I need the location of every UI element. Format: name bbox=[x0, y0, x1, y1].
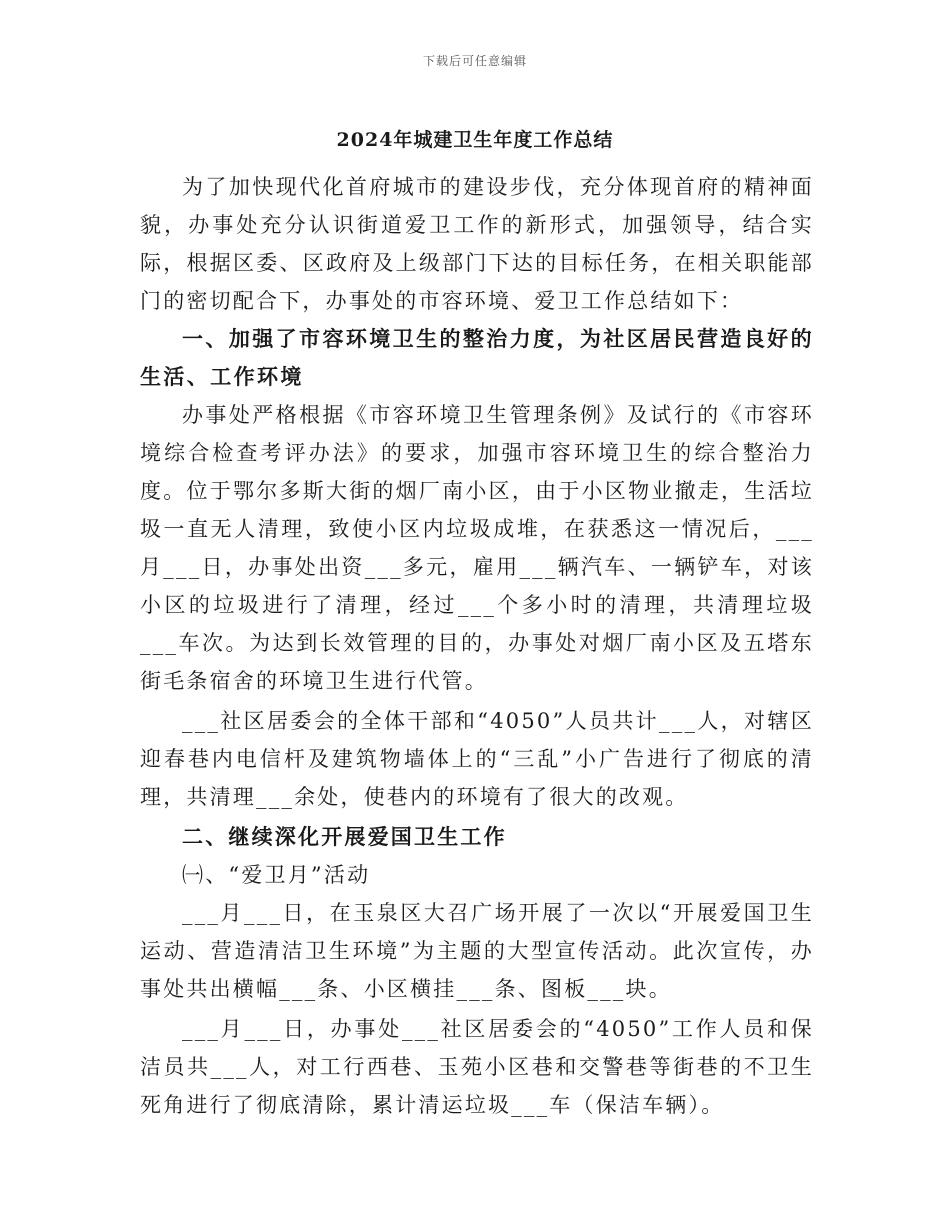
body-paragraph: ___月___日，办事处___社区居委会的“4050”工作人员和保洁员共___人，对工行西巷、玉苑小区巷和交警巷等街巷的不卫生死角进行了彻底清除，累计清运垃圾___车（保洁车辆）。 bbox=[140, 1017, 814, 1117]
document-title: 2024年城建卫生年度工作总结 bbox=[336, 129, 614, 151]
section-heading-2: 二、继续深化开展爱国卫生工作 bbox=[182, 824, 507, 849]
section-heading-1: 一、加强了市容环境卫生的整治力度，为社区居民营造良好的生活、工作环境 bbox=[140, 326, 814, 389]
body-paragraph: ___社区居委会的全体干部和“4050”人员共计___人，对辖区迎春巷内电信杆及建筑物墙体上的“三乱”小广告进行了彻底的清理，共清理___余处，使巷内的环境有了很大的改观。 bbox=[140, 709, 814, 809]
body-paragraph: 办事处严格根据《市容环境卫生管理条例》及试行的《市容环境综合检查考评办法》的要求，加强市容环境卫生的综合整治力度。位于鄂尔多斯大街的烟厂南小区，由于小区物业撤走，生活垃圾一直无人清理，致使小区内垃圾成堆，在获悉这一情况后，___月___日，办事处出资___多元，雇用___辆汽车、一辆铲车，对该小区的垃圾进行了清理，经过___个多小时的清理，共清理垃圾___车次。为达到长效管理的目的，办事处对烟厂南小区及五塔东街毛条宿舍的环境卫生进行代管。 bbox=[140, 403, 814, 693]
body-paragraph: ___月___日，在玉泉区大召广场开展了一次以“开展爱国卫生运动、营造清洁卫生环境”为主题的大型宣传活动。此次宣传，办事处共出横幅___条、小区横挂___条、图板___块。 bbox=[140, 901, 814, 1001]
intro-paragraph: 为了加快现代化首府城市的建设步伐，充分体现首府的精神面貌，办事处充分认识街道爱卫工作的新形式，加强领导，结合实际，根据区委、区政府及上级部门下达的目标任务，在相关职能部门的密切配合下，办事处的市容环境、爱卫工作总结如下： bbox=[140, 175, 814, 313]
subsection-heading: ㈠、“爱卫月”活动 bbox=[182, 863, 371, 887]
document-body bbox=[140, 168, 814, 1124]
header-note: 下载后可任意编辑 bbox=[422, 54, 527, 68]
